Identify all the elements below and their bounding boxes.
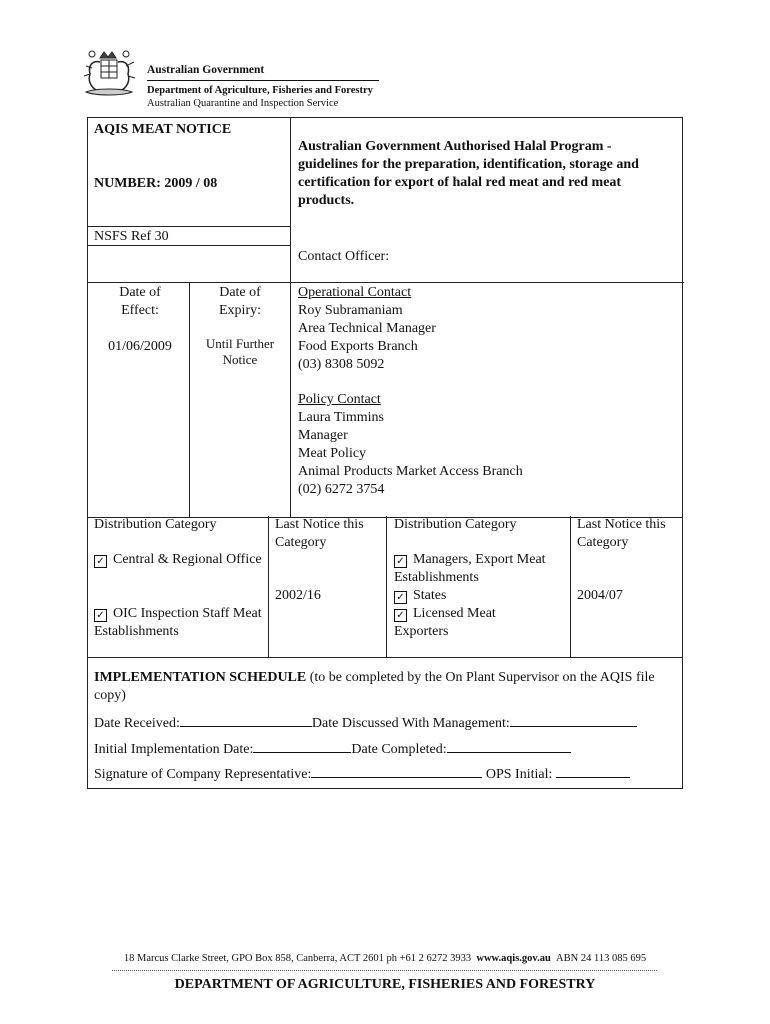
date-received-field[interactable] [180,712,312,727]
service-name: Australian Quarantine and Inspection Service [147,98,339,109]
footer-department: DEPARTMENT OF AGRICULTURE, FISHERIES AND FORESTRY [174,977,596,992]
contact-phone: (03) 8308 5092 [298,357,385,372]
footer-rule [112,970,657,971]
footer-website[interactable]: www.aqis.gov.au [476,953,551,964]
contact-line: Manager [298,428,348,443]
checkbox-checked-icon: ✓ [394,555,407,568]
date-of-effect-value: 01/06/2009 [108,339,172,354]
date-completed-field[interactable] [447,738,571,753]
date-discussed-field[interactable] [510,712,637,727]
signature-label: Signature of Company Representative: [94,767,312,782]
implementation-dates-row [94,738,679,759]
distribution-item: ✓ Managers, Export Meat Establishments [394,552,546,585]
implementation-heading: IMPLEMENTATION SCHEDULE (to be completed by the On Plant Supervisor on the AQIS file copy) [94,670,655,703]
notice-number: NUMBER: 2009 / 08 [94,176,218,191]
contact-line: Roy Subramaniam [298,303,403,318]
contact-line: Food Exports Branch [298,339,418,354]
ops-initial-label: OPS Initial: [485,767,553,782]
row-divider [88,282,684,283]
column-divider [386,516,387,657]
coat-of-arms-icon [78,48,140,100]
checkbox-checked-icon: ✓ [94,555,107,568]
policy-contact [298,391,678,499]
distribution-table [87,516,683,658]
notice-table [87,117,683,518]
nsfs-ref: NSFS Ref 30 [94,229,169,244]
department-name: Department of Agriculture, Fisheries and Forestry [147,85,373,96]
row-divider [88,226,290,227]
signature-row [94,763,679,784]
distribution-heading-left: Distribution Category [94,517,217,532]
contact-line: Laura Timmins [298,410,384,425]
last-notice-value-right: 2004/07 [577,588,623,603]
policy-contact-heading: Policy Contact [298,392,381,407]
notice-title: AQIS MEAT NOTICE [94,122,232,137]
date-column-divider [189,282,190,518]
checkbox-checked-icon: ✓ [394,591,407,604]
date-of-expiry-value: Until Further Notice [205,336,275,367]
distribution-item: ✓ Central & Regional Office [94,551,264,569]
column-divider [290,118,291,518]
distribution-item: ✓ Licensed Meat Exporters [394,606,496,639]
contact-line: Meat Policy [298,446,367,461]
header-rule [147,80,379,81]
date-completed-label: Date Completed: [351,742,447,757]
last-notice-heading-left: Last Notice this Category [275,517,364,550]
contact-officer-label: Contact Officer: [298,249,390,264]
column-divider [268,516,269,657]
distribution-item: ✓ States [394,587,566,605]
contact-phone: (02) 6272 3754 [298,482,385,497]
ops-initial-field[interactable] [556,763,630,778]
date-of-expiry-label: Date of Expiry: [219,285,261,318]
initial-implementation-label: Initial Implementation Date: [94,742,254,757]
column-divider [570,516,571,657]
initial-implementation-field[interactable] [253,738,351,753]
footer-address: 18 Marcus Clarke Street, GPO Box 858, Canberra, ACT 2601 ph +61 2 6272 3933 www.aqis.gov.au ABN 24 113 085 695 [123,953,647,964]
date-received-label: Date Received: [94,716,180,731]
distribution-heading-right: Distribution Category [394,517,517,532]
checkbox-checked-icon: ✓ [94,609,107,622]
agency-title: Australian Government [147,64,265,76]
contact-line: Area Technical Manager [298,321,436,336]
notice-subject: Australian Government Authorised Halal Program - guidelines for the preparation, identification, storage and certification for export of halal red meat and red meat products. [298,139,639,208]
contact-line: Animal Products Market Access Branch [298,464,523,479]
last-notice-value-left: 2002/16 [275,588,321,603]
distribution-item: ✓ OIC Inspection Staff Meat Establishments [94,606,262,639]
date-received-row [94,712,679,733]
operational-contact [298,284,678,374]
last-notice-heading-right: Last Notice this Category [577,517,666,550]
implementation-schedule [87,657,683,789]
checkbox-checked-icon: ✓ [394,609,407,622]
operational-contact-heading: Operational Contact [298,285,412,300]
date-of-effect-label: Date of Effect: [119,285,161,318]
signature-field[interactable] [311,763,482,778]
date-discussed-label: Date Discussed With Management: [311,716,510,731]
